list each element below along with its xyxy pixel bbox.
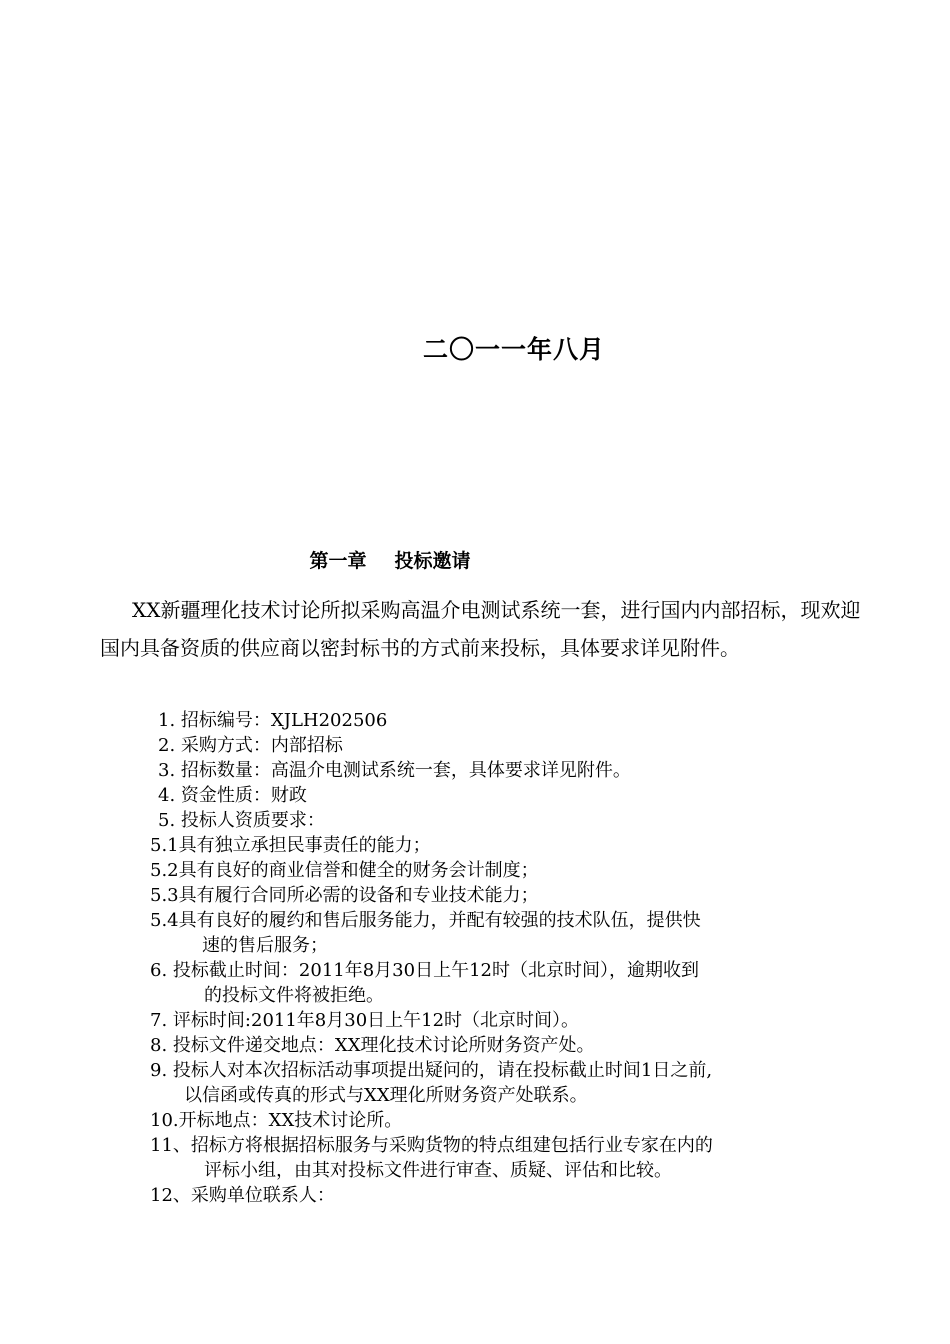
- tender-items-list: [150, 708, 880, 1208]
- list-item: 7. 评标时间:2011年8月30日上午12时（北京时间）。: [150, 1010, 580, 1031]
- list-item: 6. 投标截止时间：2011年8月30日上午12时（北京时间），逾期收到 的投标文件将被拒绝。: [150, 960, 699, 1006]
- list-item: 5.1具有独立承担民事责任的能力；: [150, 835, 431, 856]
- list-item: 10.开标地点：XX技术讨论所。: [150, 1110, 403, 1131]
- list-item: 5.2具有良好的商业信誉和健全的财务会计制度；: [150, 860, 539, 881]
- list-item: 5. 投标人资质要求：: [158, 810, 325, 831]
- list-item: 12、采购单位联系人：: [150, 1185, 335, 1206]
- list-item: 1. 招标编号：XJLH202506: [158, 710, 388, 731]
- chapter-heading: [0, 546, 780, 573]
- document-date: 二〇一一年八月: [422, 335, 605, 364]
- list-item: 5.3具有履行合同所必需的设备和专业技术能力；: [150, 885, 539, 906]
- list-item: 9. 投标人对本次招标活动事项提出疑问的，请在投标截止时间1日之前, 以信函或传真的形式与XX理化所财务资产处联系。: [150, 1060, 713, 1106]
- list-item: 11、招标方将根据招标服务与采购货物的特点组建包括行业专家在内的 评标小组，由其对投标文件进行审查、质疑、评估和比较。: [150, 1135, 713, 1181]
- intro-paragraph: XX新疆理化技术讨论所拟采购高温介电测试系统一套，进行国内内部招标，现欢迎国内具备资质的供应商以密封标书的方式前来投标，具体要求详见附件。: [100, 598, 861, 660]
- chapter-number: 第一章: [309, 550, 367, 572]
- chapter-title: 投标邀请: [394, 550, 471, 572]
- list-item: 4. 资金性质：财政: [158, 785, 307, 806]
- list-item: 8. 投标文件递交地点：XX理化技术讨论所财务资产处。: [150, 1035, 595, 1056]
- list-item: 3. 招标数量：高温介电测试系统一套，具体要求详见附件。: [158, 760, 631, 781]
- list-item: 2. 采购方式：内部招标: [158, 735, 343, 756]
- list-item: 5.4具有良好的履约和售后服务能力，并配有较强的技术队伍，提供快 速的售后服务；: [150, 910, 701, 956]
